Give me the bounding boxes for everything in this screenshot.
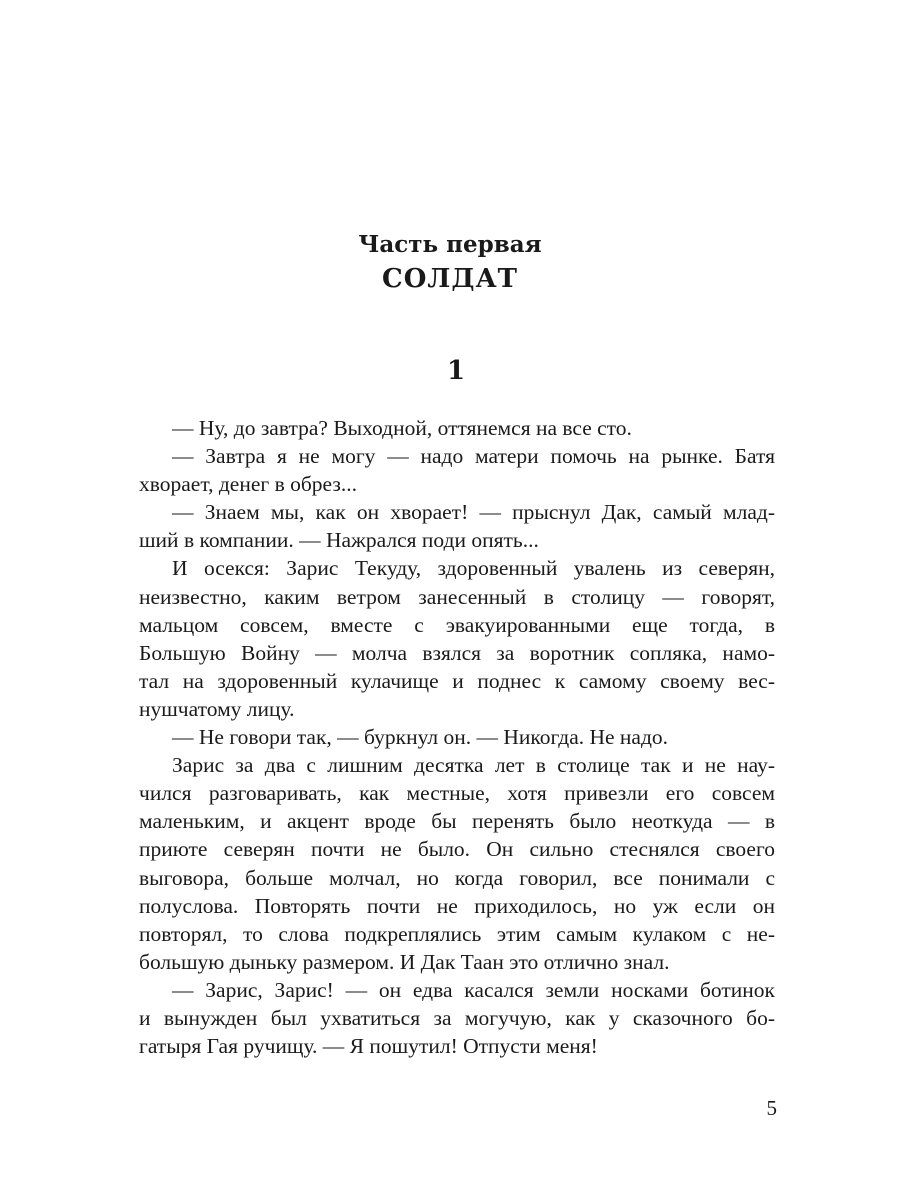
text-line: неизвестно, каким ветром занесенный в столицу — говорят, xyxy=(139,584,775,609)
text-line: хворает, денег в обрез... xyxy=(139,472,357,497)
chapter-number: 1 xyxy=(446,356,466,386)
text-line: — Завтра я не могу — надо матери помочь на рынке. Батя xyxy=(172,444,775,469)
text-line: И осекся: Зарис Текуду, здоровенный увалень из северян, xyxy=(172,556,775,581)
text-line: — Не говори так, — буркнул он. — Никогда. Не надо. xyxy=(172,725,669,750)
text-line: — Знаем мы, как он хворает! — прыснул Дак, самый млад- xyxy=(172,500,775,525)
text-line: полуслова. Повторять почти не приходилось, но уж если он xyxy=(139,893,775,918)
text-line: приюте северян почти не было. Он сильно стеснялся своего xyxy=(139,837,775,862)
text-line: мальцом совсем, вместе с эвакуированными еще тогда, в xyxy=(139,612,775,637)
text-line: тал на здоровенный кулачище и поднес к самому своему вес- xyxy=(139,668,775,693)
part-name: СОЛДАТ xyxy=(382,264,518,294)
text-line: ший в компании. — Нажрался поди опять... xyxy=(139,528,539,553)
text-line: выговора, больше молчал, но когда говорил, все понимали с xyxy=(139,865,775,890)
chapter-body xyxy=(139,414,775,1060)
text-line: нушчатому лицу. xyxy=(139,696,295,721)
text-line: — Ну, до завтра? Выходной, оттянемся на все сто. xyxy=(172,416,632,440)
text-line: чился разговаривать, как местные, хотя привезли его совсем xyxy=(139,781,775,806)
page-number: 5 xyxy=(766,1096,777,1120)
text-line: — Зарис, Зарис! — он едва касался земли носками ботинок xyxy=(172,977,775,1002)
text-line: гатыря Гая ручищу. — Я пошутил! Отпусти меня! xyxy=(139,1034,598,1059)
text-line: маленьким, и акцент вроде бы перенять было неоткуда — в xyxy=(139,809,775,834)
text-line: Большую Войну — молча взялся за воротник сопляка, намо- xyxy=(139,640,775,665)
text-line: повторял, то слова подкреплялись этим самым кулаком с не- xyxy=(139,921,775,946)
text-line: большую дыньку размером. И Дак Таан это отлично знал. xyxy=(139,949,670,974)
part-title: Часть первая xyxy=(358,231,542,258)
text-line: и вынужден был ухватиться за могучую, как у сказочного бо- xyxy=(139,1005,775,1030)
text-line: Зарис за два с лишним десятка лет в столице так и не нау- xyxy=(172,753,775,778)
